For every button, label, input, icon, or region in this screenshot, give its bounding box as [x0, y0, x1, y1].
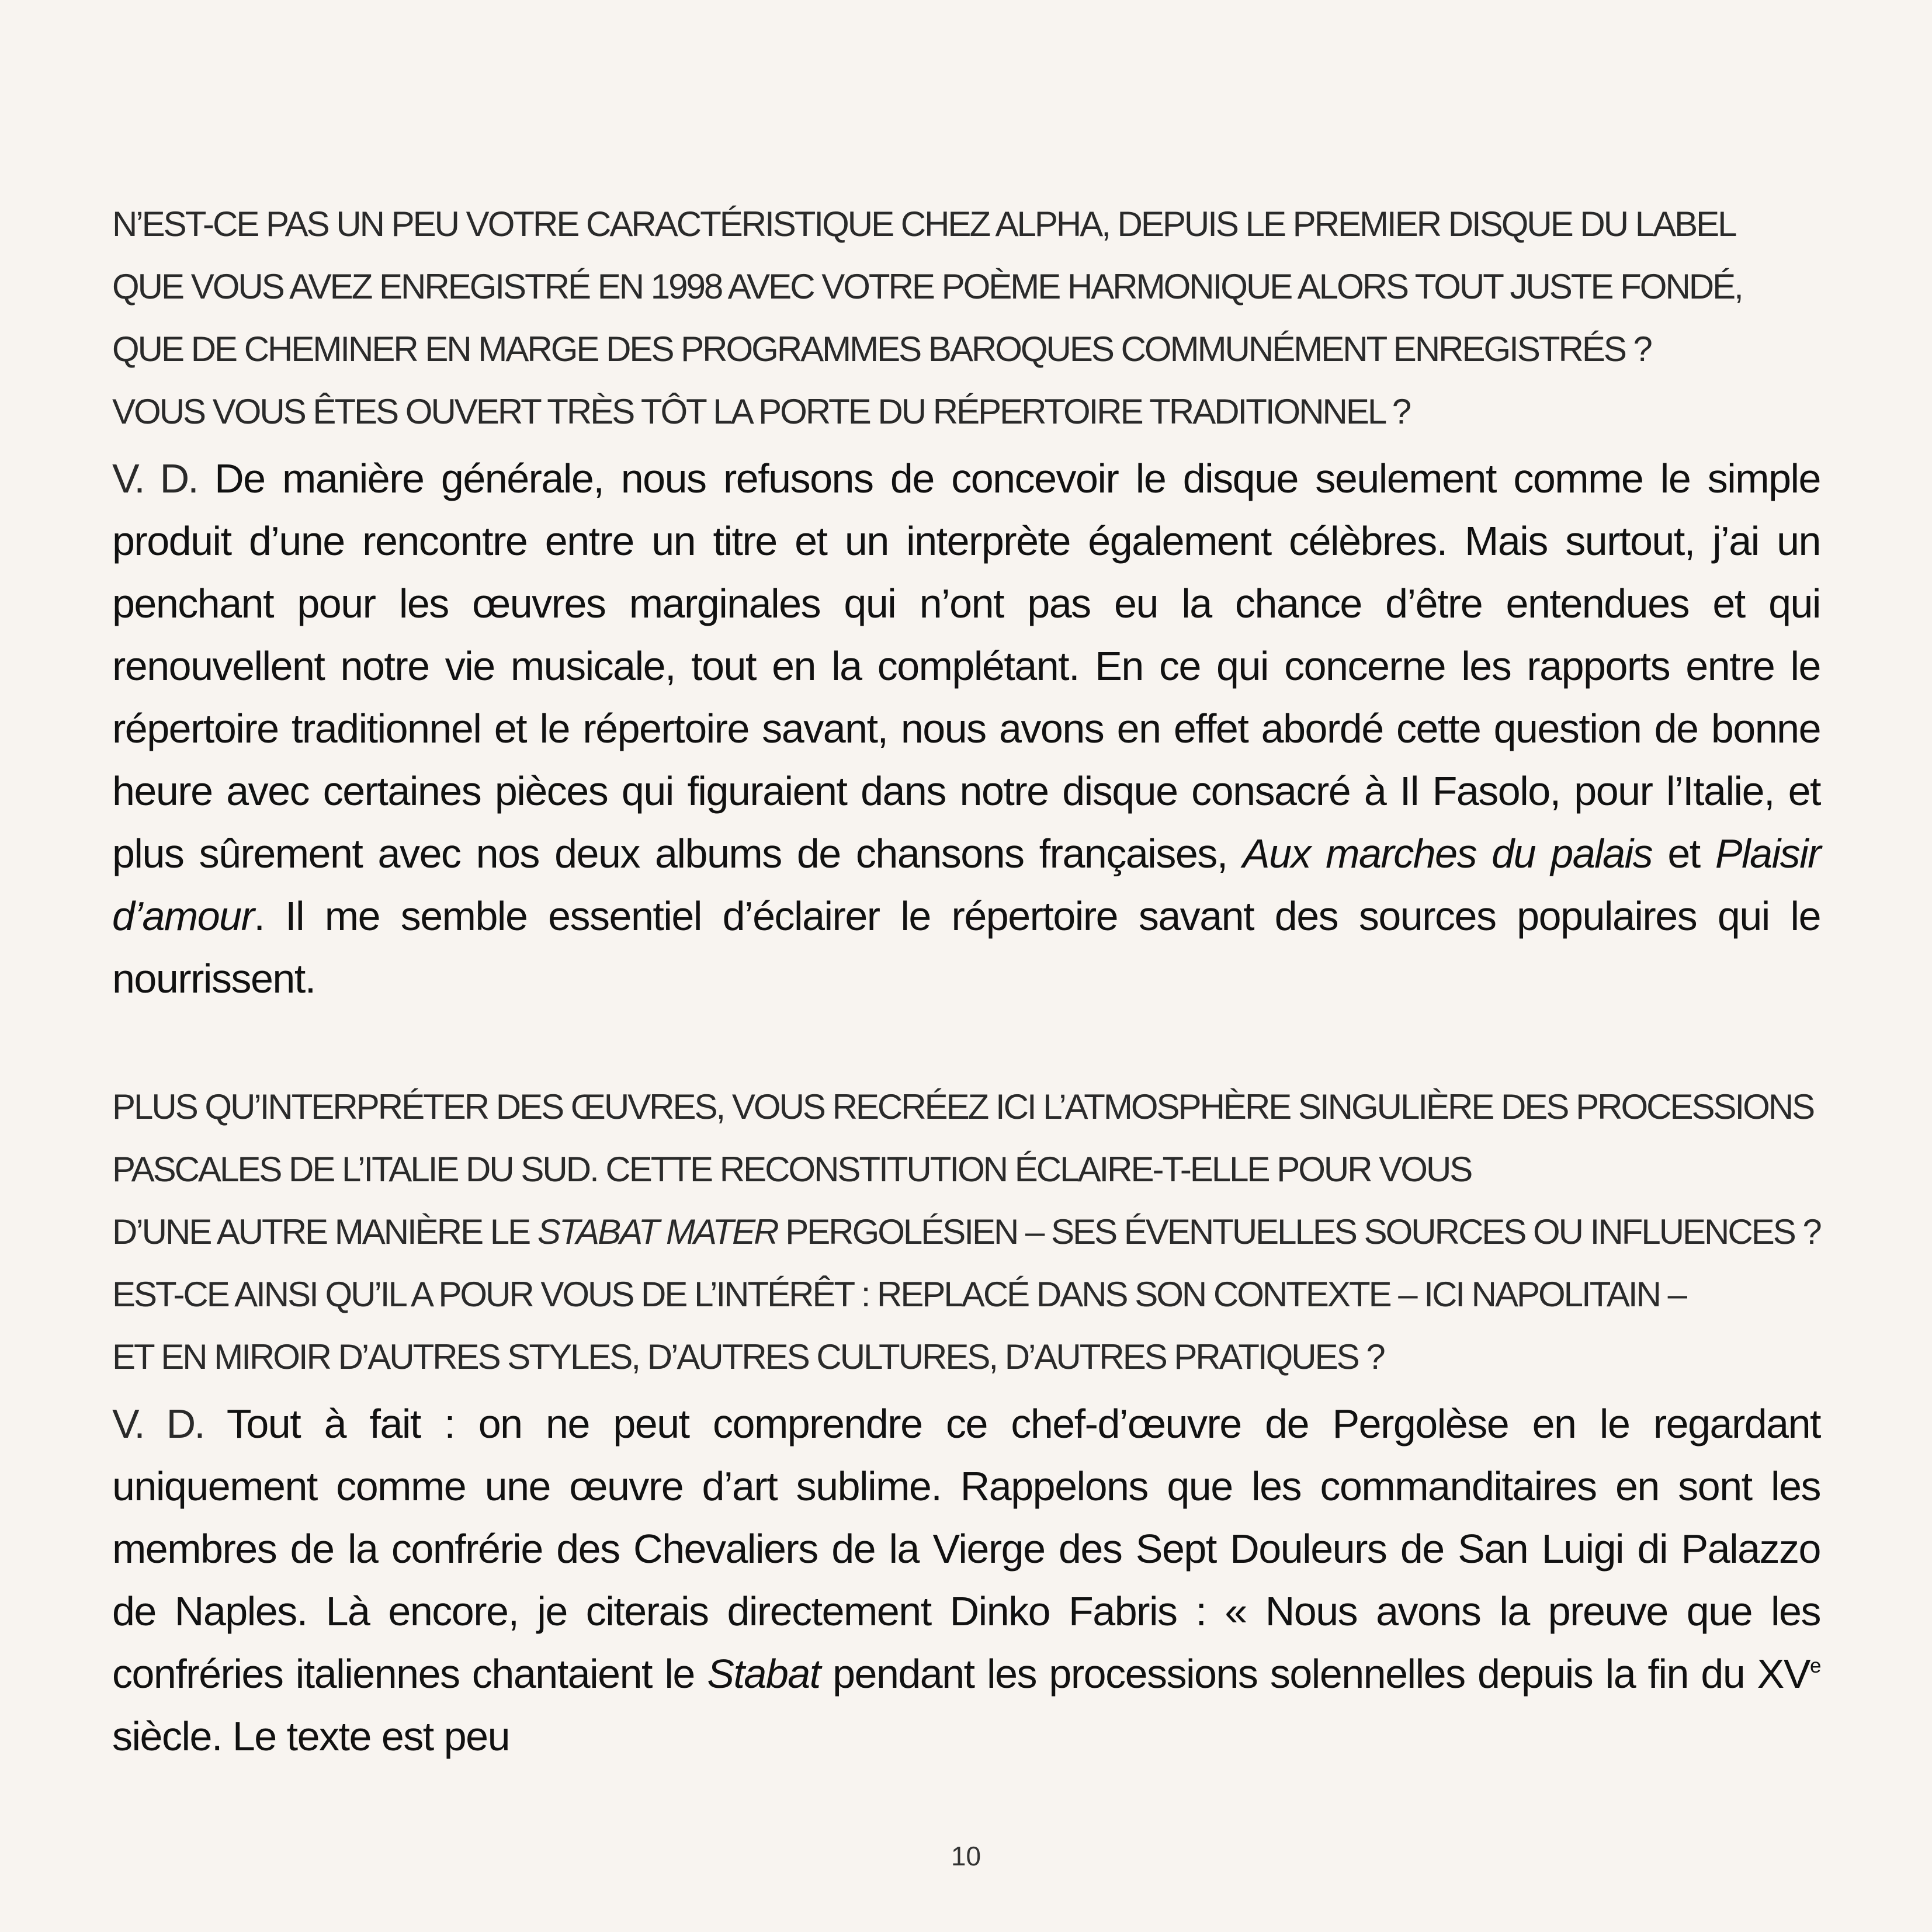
question-2-line: PLUS QU’INTERPRÉTER DES ŒUVRES, VOUS RECRÉEZ ICI L’ATMOSPHÈRE SINGULIÈRE DES PROCESSIONS: [112, 1087, 1814, 1126]
century-superscript: e: [1810, 1654, 1821, 1677]
question-1-line: VOUS VOUS ÊTES OUVERT TRÈS TÔT LA PORTE DU RÉPERTOIRE TRADITIONNEL ?: [112, 392, 1410, 431]
answer-1: [112, 448, 1820, 1010]
question-2-text: PERGOLÉSIEN – SES ÉVENTUELLES SOURCES OU INFLUENCES ?: [785, 1212, 1820, 1251]
answer-2-text: Tout à fait : on ne peut comprendre ce chef-d’œuvre de Pergolèse en le regardant uniquement comme une œuvre d’art sublime. Rappelons que les commanditaires en sont les membres de la confrérie des Chevaliers de la Vierge des Sept Douleurs de San Luigi di Palazzo de Naples. Là encore, je citerais directement Dinko Fabris : « Nous avons la preuve que les confréries italiennes chantaient le: [112, 1401, 1820, 1697]
work-title: STABAT MATER: [537, 1212, 778, 1251]
work-title: Stabat: [707, 1651, 820, 1697]
page-number: 10: [951, 1841, 981, 1871]
album-title: Aux marches du palais: [1242, 831, 1653, 876]
question-2: [112, 1076, 1820, 1388]
answer-2-text: pendant les processions solennelles depuis la fin du XV: [833, 1651, 1810, 1697]
answer-1-text: et: [1667, 831, 1700, 876]
question-2-text: D’UNE AUTRE MANIÈRE LE: [112, 1212, 530, 1251]
answer-1-text: . Il me semble essentiel d’éclairer le répertoire savant des sources populaires qui le nourrissent.: [112, 893, 1820, 1001]
page-content: [112, 193, 1820, 1809]
speaker-initials: V. D.: [112, 456, 197, 501]
question-1-line: QUE DE CHEMINER EN MARGE DES PROGRAMMES BAROQUES COMMUNÉMENT ENREGISTRÉS ?: [112, 329, 1651, 369]
question-1-line: QUE VOUS AVEZ ENREGISTRÉ EN 1998 AVEC VOTRE POÈME HARMONIQUE ALORS TOUT JUSTE FONDÉ,: [112, 267, 1742, 306]
question-2-line: PASCALES DE L’ITALIE DU SUD. CETTE RECONSTITUTION ÉCLAIRE-T-ELLE POUR VOUS: [112, 1150, 1472, 1189]
speaker-initials: V. D.: [112, 1401, 204, 1447]
question-2-line: EST-CE AINSI QU’IL A POUR VOUS DE L’INTÉRÊT : REPLACÉ DANS SON CONTEXTE – ICI NAPOLITAIN –: [112, 1275, 1685, 1314]
answer-1-text: De manière générale, nous refusons de concevoir le disque seulement comme le simple produit d’une rencontre entre un titre et un interprète également célèbres. Mais surtout, j’ai un penchant pour les œuvres marginales qui n’ont pas eu la chance d’être entendues et qui renouvellent notre vie musicale, tout en la complétant. En ce qui concerne les rapports entre le répertoire traditionnel et le répertoire savant, nous avons en effet abordé cette question de bonne heure avec certaines pièces qui figuraient dans notre disque consacré à Il Fasolo, pour l’Italie, et plus sûrement avec nos deux albums de chansons françaises,: [112, 456, 1820, 876]
question-1: [112, 193, 1820, 443]
answer-2: [112, 1393, 1820, 1768]
album-title: Plaisir d’amour: [112, 831, 1820, 939]
question-1-line: N’EST-CE PAS UN PEU VOTRE CARACTÉRISTIQUE CHEZ ALPHA, DEPUIS LE PREMIER DISQUE DU LABEL: [112, 204, 1736, 244]
question-2-line: [112, 1201, 1820, 1263]
answer-2-text: siècle. Le texte est peu: [112, 1714, 509, 1759]
question-2-line: ET EN MIROIR D’AUTRES STYLES, D’AUTRES CULTURES, D’AUTRES PRATIQUES ?: [112, 1337, 1384, 1376]
